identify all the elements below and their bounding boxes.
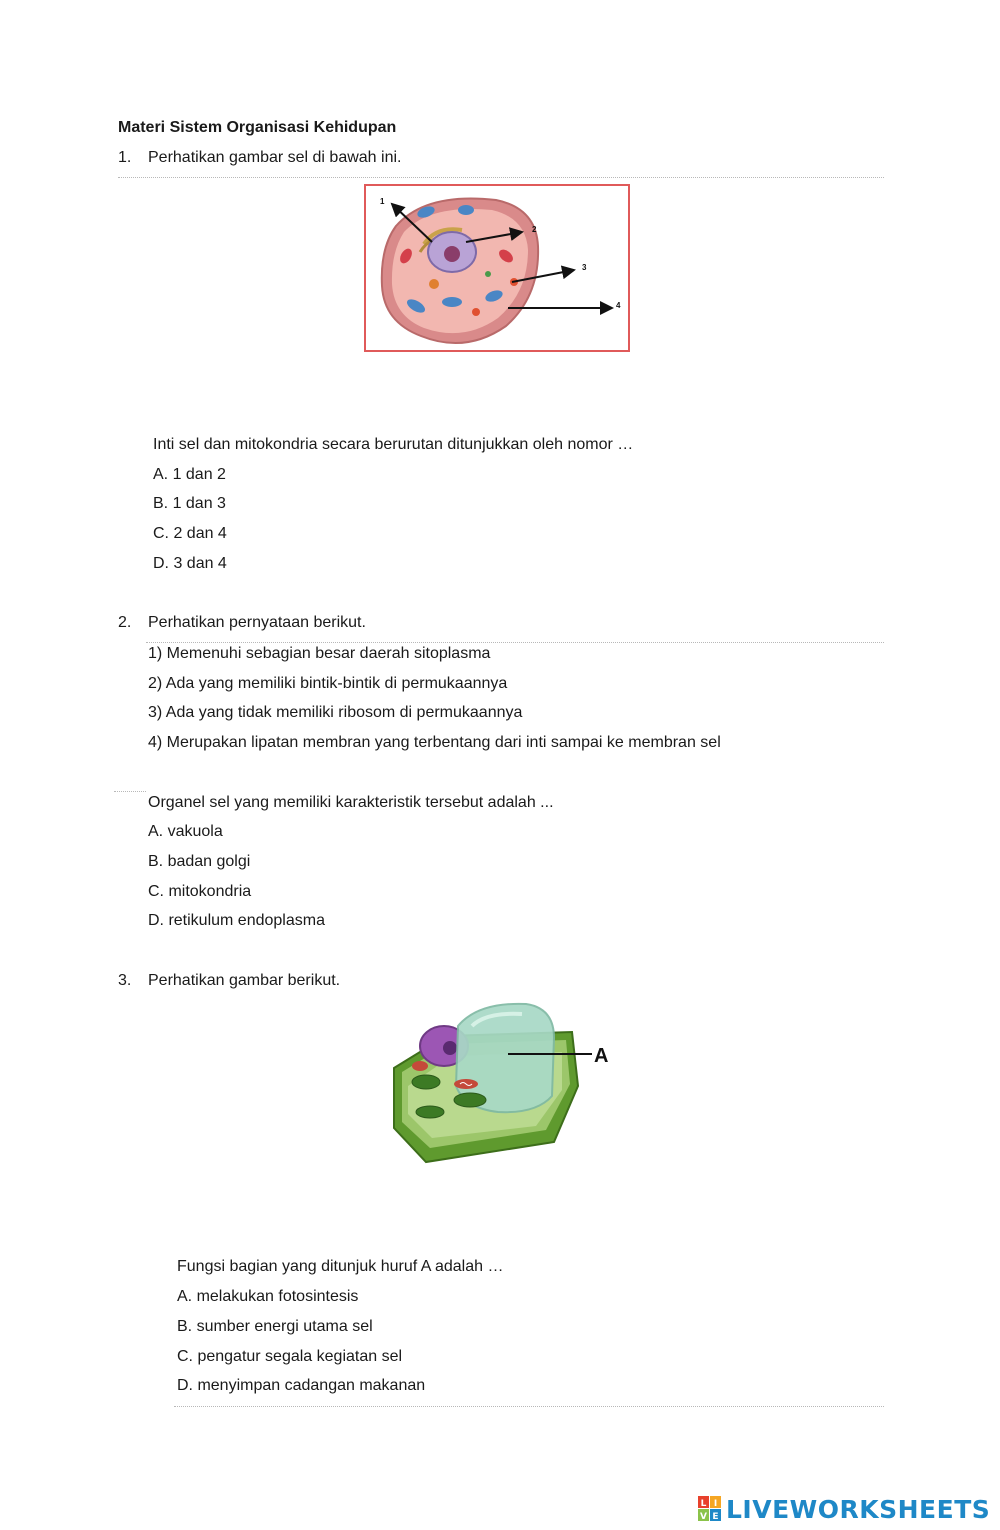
divider	[114, 791, 146, 792]
svg-text:I: I	[713, 1499, 718, 1509]
q1-question: Inti sel dan mitokondria secara berurutan ditunjukkan oleh nomor …	[153, 436, 634, 453]
divider	[174, 1406, 884, 1407]
q2-statement-1: 1) Memenuhi sebagian besar daerah sitoplasma	[148, 645, 491, 662]
cell-label-2: 2	[532, 225, 537, 234]
divider	[118, 177, 884, 178]
divider	[146, 642, 884, 643]
q2-prompt: Perhatikan pernyataan berikut.	[148, 614, 366, 631]
q1-option-d[interactable]: D. 3 dan 4	[153, 555, 227, 572]
q1-number: 1.	[118, 149, 132, 166]
liveworksheets-logo	[698, 1494, 990, 1524]
animal-cell-figure	[364, 184, 630, 352]
q2-number: 2.	[118, 614, 132, 631]
q2-statement-2: 2) Ada yang memiliki bintik-bintik di permukaannya	[148, 675, 508, 692]
cell-label-4: 4	[616, 301, 621, 310]
cell-label-3: 3	[582, 263, 587, 272]
q3-number: 3.	[118, 972, 132, 989]
q3-option-b[interactable]: B. sumber energi utama sel	[177, 1318, 373, 1335]
q1-option-a[interactable]: A. 1 dan 2	[153, 466, 226, 483]
q3-option-c[interactable]: C. pengatur segala kegiatan sel	[177, 1348, 403, 1365]
page-title: Materi Sistem Organisasi Kehidupan	[118, 119, 397, 136]
q2-statement-4: 4) Merupakan lipatan membran yang terbentang dari inti sampai ke membran sel	[148, 734, 721, 751]
q2-option-d[interactable]: D. retikulum endoplasma	[148, 912, 325, 929]
cell-label-1: 1	[380, 197, 385, 206]
q3-option-a[interactable]: A. melakukan fotosintesis	[177, 1288, 359, 1305]
liveworksheets-wordmark: LIVEWORKSHEETS	[726, 1494, 991, 1524]
svg-text:V: V	[700, 1512, 707, 1522]
q1-option-b[interactable]: B. 1 dan 3	[153, 495, 226, 512]
svg-text:L: L	[700, 1499, 707, 1509]
q1-option-c[interactable]: C. 2 dan 4	[153, 525, 227, 542]
liveworksheets-logo-icon	[698, 1496, 722, 1522]
q2-option-a[interactable]: A. vakuola	[148, 823, 223, 840]
q1-prompt: Perhatikan gambar sel di bawah ini.	[148, 149, 402, 166]
q2-option-c[interactable]: C. mitokondria	[148, 883, 252, 900]
q3-question: Fungsi bagian yang ditunjuk huruf A adalah …	[177, 1258, 504, 1275]
plant-cell-figure	[386, 996, 626, 1176]
animal-cell-illustration	[366, 186, 628, 350]
q3-option-d[interactable]: D. menyimpan cadangan makanan	[177, 1377, 426, 1394]
plant-cell-illustration	[386, 996, 626, 1176]
svg-text:E: E	[712, 1512, 719, 1522]
q2-option-b[interactable]: B. badan golgi	[148, 853, 251, 870]
q2-statement-3: 3) Ada yang tidak memiliki ribosom di permukaannya	[148, 704, 523, 721]
q2-question: Organel sel yang memiliki karakteristik tersebut adalah ...	[148, 794, 554, 811]
q3-prompt: Perhatikan gambar berikut.	[148, 972, 341, 989]
plant-cell-label-a: A	[594, 1045, 609, 1067]
